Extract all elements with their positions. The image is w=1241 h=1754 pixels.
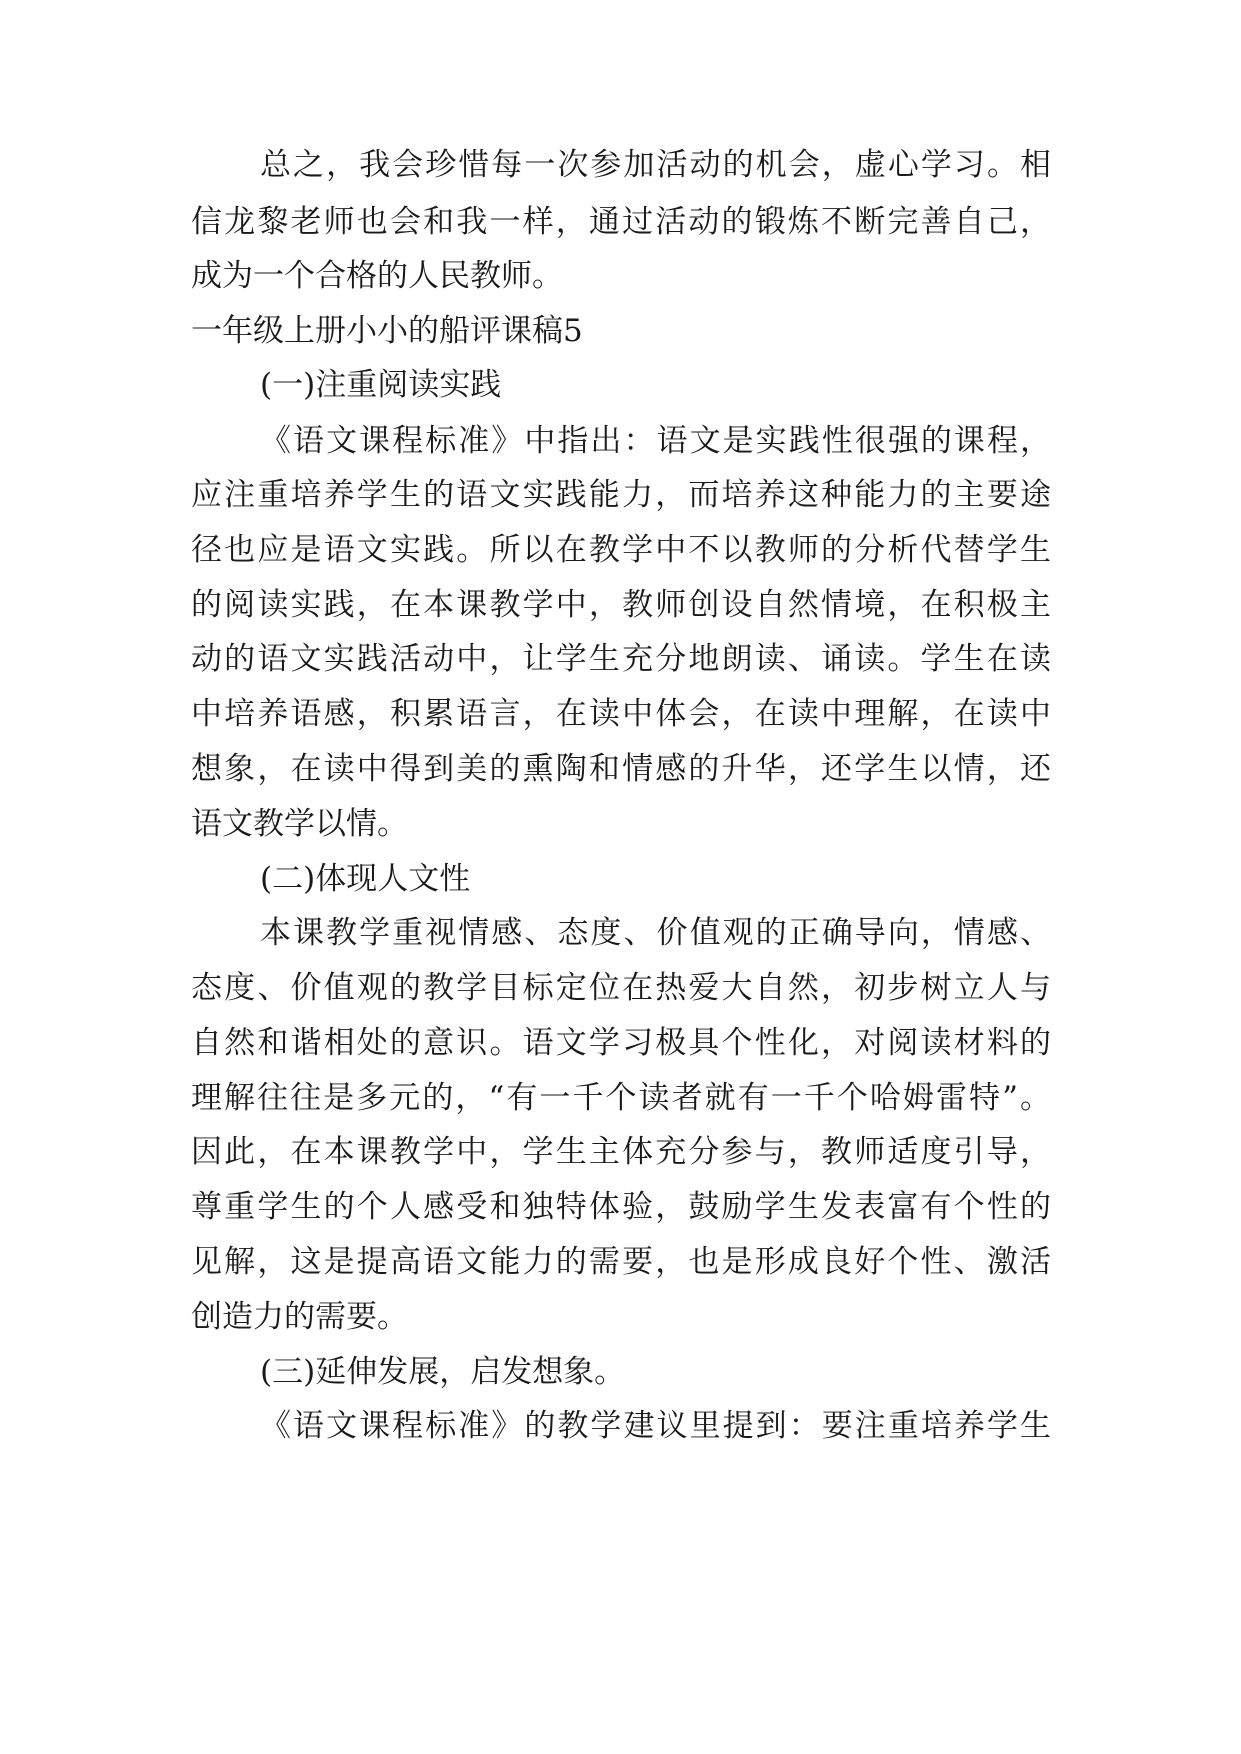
paragraph-line: 应注重培养学生的语文实践能力，而培养这种能力的主要途 [191, 477, 1051, 513]
paragraph-line: 的阅读实践，在本课教学中，教师创设自然情境，在积极主 [191, 587, 1051, 623]
paragraph-line: 总之，我会珍惜每一次参加活动的机会，虚心学习。相 [260, 147, 1051, 183]
paragraph-line: 信龙黎老师也会和我一样，通过活动的锻炼不断完善自己， [191, 204, 1051, 240]
paragraph-line: 理解往往是多元的，“有一千个读者就有一千个哈姆雷特”。 [191, 1080, 1051, 1116]
paragraph-line: 《语文课程标准》中指出：语文是实践性很强的课程， [260, 423, 1051, 459]
subsection-heading: (一)注重阅读实践 [260, 367, 502, 403]
subsection-heading: (三)延伸发展，启发想象。 [260, 1354, 626, 1390]
paragraph-line: 想象，在读中得到美的熏陶和情感的升华，还学生以情，还 [191, 751, 1051, 787]
paragraph-line: 因此，在本课教学中，学生主体充分参与，教师适度引导， [191, 1134, 1051, 1170]
paragraph-line: 创造力的需要。 [191, 1299, 408, 1335]
paragraph-line: 径也应是语文实践。所以在教学中不以教师的分析代替学生 [191, 532, 1051, 568]
paragraph-line: 态度、价值观的教学目标定位在热爱大自然，初步树立人与 [191, 970, 1051, 1006]
subsection-heading: (二)体现人文性 [260, 861, 471, 897]
paragraph-line: 语文教学以情。 [191, 806, 408, 842]
paragraph-line: 中培养语感，积累语言，在读中体会，在读中理解，在读中 [191, 696, 1051, 732]
paragraph-line: 尊重学生的个人感受和独特体验，鼓励学生发表富有个性的 [191, 1189, 1051, 1225]
paragraph-line: 本课教学重视情感、态度、价值观的正确导向，情感、 [260, 915, 1051, 951]
paragraph-line: 成为一个合格的人民教师。 [191, 258, 563, 294]
paragraph-line: 动的语文实践活动中，让学生充分地朗读、诵读。学生在读 [191, 641, 1051, 677]
paragraph-line: 自然和谐相处的意识。语文学习极具个性化，对阅读材料的 [191, 1025, 1051, 1061]
paragraph-line: 《语文课程标准》的教学建议里提到：要注重培养学生 [260, 1408, 1051, 1444]
section-title: 一年级上册小小的船评课稿5 [191, 313, 583, 349]
paragraph-line: 见解，这是提高语文能力的需要，也是形成良好个性、激活 [191, 1244, 1051, 1280]
